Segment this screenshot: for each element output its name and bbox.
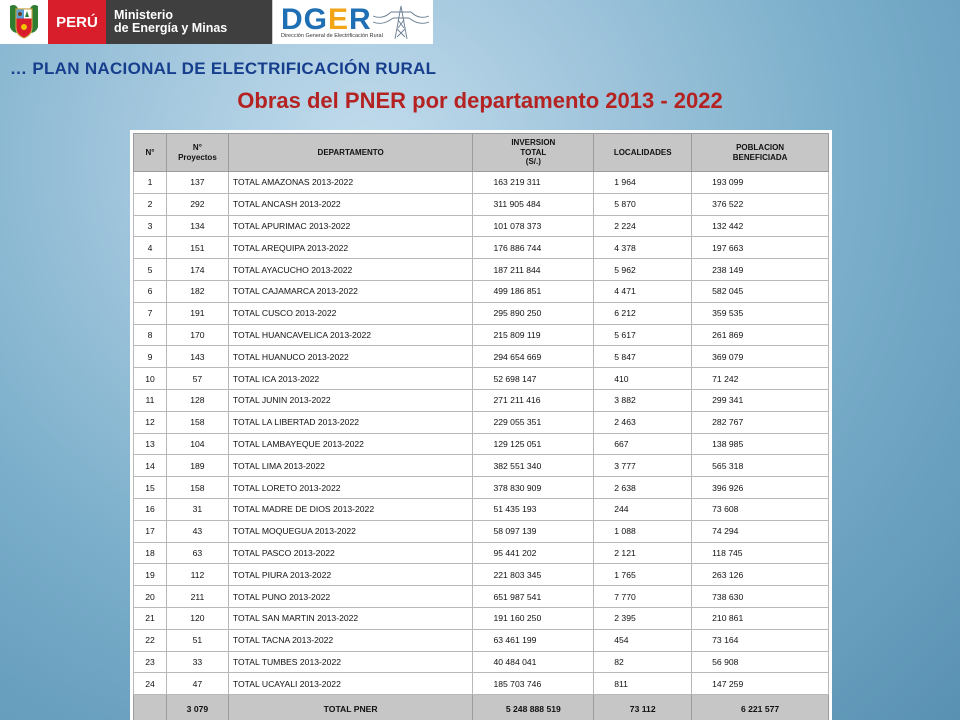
peru-shield-icon	[0, 0, 48, 44]
cell-num: 15	[134, 477, 167, 499]
cell-num: 21	[134, 607, 167, 629]
table-row	[134, 368, 829, 390]
table-row	[134, 215, 829, 237]
cell-departamento: TOTAL TACNA 2013-2022	[228, 629, 473, 651]
cell-localidades: 1 088	[594, 520, 692, 542]
cell-poblacion: 118 745	[692, 542, 829, 564]
table-total-row	[134, 695, 829, 720]
header-poblacion-line1: POBLACION	[736, 143, 785, 152]
cell-departamento: TOTAL AREQUIPA 2013-2022	[228, 237, 473, 259]
header-poblacion	[692, 134, 829, 172]
cell-inversion: 187 211 844	[473, 259, 594, 281]
cell-poblacion: 73 608	[692, 498, 829, 520]
cell-inversion: 58 097 139	[473, 520, 594, 542]
cell-inversion: 185 703 746	[473, 673, 594, 695]
cell-localidades: 2 395	[594, 607, 692, 629]
cell-num: 23	[134, 651, 167, 673]
cell-inversion: 51 435 193	[473, 498, 594, 520]
cell-num: 10	[134, 368, 167, 390]
cell-departamento: TOTAL AYACUCHO 2013-2022	[228, 259, 473, 281]
cell-proyectos: 33	[166, 651, 228, 673]
total-num	[134, 695, 167, 720]
total-inversion: 5 248 888 519	[473, 695, 594, 720]
cell-proyectos: 57	[166, 368, 228, 390]
cell-inversion: 311 905 484	[473, 193, 594, 215]
cell-departamento: TOTAL JUNIN 2013-2022	[228, 389, 473, 411]
cell-num: 22	[134, 629, 167, 651]
cell-inversion: 176 886 744	[473, 237, 594, 259]
cell-localidades: 811	[594, 673, 692, 695]
cell-localidades: 2 224	[594, 215, 692, 237]
cell-departamento: TOTAL CUSCO 2013-2022	[228, 302, 473, 324]
cell-localidades: 5 847	[594, 346, 692, 368]
header-inversion-line3: (S/.)	[525, 157, 541, 167]
cell-num: 7	[134, 302, 167, 324]
cell-departamento: TOTAL PIURA 2013-2022	[228, 564, 473, 586]
cell-localidades: 1 964	[594, 172, 692, 194]
cell-inversion: 163 219 311	[473, 172, 594, 194]
header-inversion-line2: TOTAL	[520, 147, 547, 157]
cell-proyectos: 112	[166, 564, 228, 586]
dger-r: R	[349, 3, 372, 36]
cell-poblacion: 138 985	[692, 433, 829, 455]
cell-proyectos: 191	[166, 302, 228, 324]
cell-departamento: TOTAL AMAZONAS 2013-2022	[228, 172, 473, 194]
pner-table	[133, 133, 829, 720]
cell-proyectos: 104	[166, 433, 228, 455]
cell-proyectos: 43	[166, 520, 228, 542]
table-header-row	[134, 134, 829, 172]
peru-label: PERÚ	[48, 0, 106, 44]
cell-proyectos: 174	[166, 259, 228, 281]
cell-inversion: 129 125 051	[473, 433, 594, 455]
cell-departamento: TOTAL ICA 2013-2022	[228, 368, 473, 390]
total-label: TOTAL PNER	[228, 695, 473, 720]
dger-logo	[272, 0, 433, 44]
cell-proyectos: 31	[166, 498, 228, 520]
cell-inversion: 95 441 202	[473, 542, 594, 564]
dger-d: DG	[281, 3, 328, 36]
table-row	[134, 564, 829, 586]
cell-localidades: 3 882	[594, 389, 692, 411]
table-row	[134, 324, 829, 346]
plan-title: … PLAN NACIONAL DE ELECTRIFICACIÓN RURAL	[10, 59, 437, 78]
cell-poblacion: 73 164	[692, 629, 829, 651]
total-poblacion: 6 221 577	[692, 695, 829, 720]
table-row	[134, 498, 829, 520]
table-row	[134, 455, 829, 477]
header-inversion	[473, 134, 594, 172]
cell-poblacion: 193 099	[692, 172, 829, 194]
header-localidades: LOCALIDADES	[594, 134, 692, 172]
cell-poblacion: 71 242	[692, 368, 829, 390]
dger-e: E	[328, 3, 350, 36]
cell-inversion: 101 078 373	[473, 215, 594, 237]
ministerio-line2: de Energía y Minas	[114, 21, 228, 35]
cell-poblacion: 282 767	[692, 411, 829, 433]
cell-localidades: 4 471	[594, 280, 692, 302]
cell-poblacion: 376 522	[692, 193, 829, 215]
table-row	[134, 651, 829, 673]
cell-num: 5	[134, 259, 167, 281]
cell-departamento: TOTAL SAN MARTIN 2013-2022	[228, 607, 473, 629]
cell-proyectos: 134	[166, 215, 228, 237]
cell-localidades: 2 638	[594, 477, 692, 499]
cell-num: 16	[134, 498, 167, 520]
table-body	[134, 172, 829, 695]
header-num: N°	[134, 134, 167, 172]
cell-poblacion: 369 079	[692, 346, 829, 368]
cell-num: 3	[134, 215, 167, 237]
cell-poblacion: 738 630	[692, 586, 829, 608]
cell-inversion: 499 186 851	[473, 280, 594, 302]
cell-inversion: 651 987 541	[473, 586, 594, 608]
cell-proyectos: 211	[166, 586, 228, 608]
slide-title: Obras del PNER por departamento 2013 - 2022	[237, 88, 723, 113]
cell-proyectos: 170	[166, 324, 228, 346]
cell-poblacion: 210 861	[692, 607, 829, 629]
cell-inversion: 40 484 041	[473, 651, 594, 673]
cell-inversion: 295 890 250	[473, 302, 594, 324]
cell-localidades: 3 777	[594, 455, 692, 477]
cell-num: 12	[134, 411, 167, 433]
header-poblacion-line2: BENEFICIADA	[732, 152, 788, 162]
cell-inversion: 215 809 119	[473, 324, 594, 346]
cell-inversion: 221 803 345	[473, 564, 594, 586]
cell-departamento: TOTAL ANCASH 2013-2022	[228, 193, 473, 215]
cell-proyectos: 137	[166, 172, 228, 194]
table-row	[134, 172, 829, 194]
cell-departamento: TOTAL LAMBAYEQUE 2013-2022	[228, 433, 473, 455]
pner-table-panel	[130, 130, 832, 720]
cell-departamento: TOTAL LA LIBERTAD 2013-2022	[228, 411, 473, 433]
cell-localidades: 6 212	[594, 302, 692, 324]
cell-poblacion: 396 926	[692, 477, 829, 499]
total-proyectos: 3 079	[166, 695, 228, 720]
cell-proyectos: 47	[166, 673, 228, 695]
cell-proyectos: 292	[166, 193, 228, 215]
cell-departamento: TOTAL TUMBES 2013-2022	[228, 651, 473, 673]
cell-localidades: 2 463	[594, 411, 692, 433]
cell-num: 18	[134, 542, 167, 564]
table-row	[134, 477, 829, 499]
cell-localidades: 1 765	[594, 564, 692, 586]
cell-departamento: TOTAL MADRE DE DIOS 2013-2022	[228, 498, 473, 520]
table-row	[134, 346, 829, 368]
table-row	[134, 193, 829, 215]
cell-proyectos: 189	[166, 455, 228, 477]
table-row	[134, 237, 829, 259]
cell-departamento: TOTAL PASCO 2013-2022	[228, 542, 473, 564]
dger-subtitle: Dirección General de Electrificación Rural	[281, 33, 383, 39]
cell-poblacion: 359 535	[692, 302, 829, 324]
cell-inversion: 378 830 909	[473, 477, 594, 499]
cell-localidades: 5 617	[594, 324, 692, 346]
header-proyectos	[166, 134, 228, 172]
table-row	[134, 629, 829, 651]
cell-localidades: 5 962	[594, 259, 692, 281]
cell-proyectos: 51	[166, 629, 228, 651]
cell-departamento: TOTAL CAJAMARCA 2013-2022	[228, 280, 473, 302]
cell-inversion: 52 698 147	[473, 368, 594, 390]
cell-departamento: TOTAL APURIMAC 2013-2022	[228, 215, 473, 237]
cell-poblacion: 261 869	[692, 324, 829, 346]
ministerio-line1: Ministerio	[114, 8, 174, 22]
total-localidades: 73 112	[594, 695, 692, 720]
cell-proyectos: 182	[166, 280, 228, 302]
header-inversion-line1: INVERSION	[511, 138, 556, 148]
cell-num: 19	[134, 564, 167, 586]
cell-proyectos: 151	[166, 237, 228, 259]
cell-localidades: 82	[594, 651, 692, 673]
cell-departamento: TOTAL HUANCAVELICA 2013-2022	[228, 324, 473, 346]
header-proyectos-line1: N°	[192, 143, 202, 152]
cell-poblacion: 56 908	[692, 651, 829, 673]
cell-num: 4	[134, 237, 167, 259]
cell-num: 11	[134, 389, 167, 411]
dger-wordmark	[281, 3, 372, 37]
cell-poblacion: 197 663	[692, 237, 829, 259]
table-row	[134, 542, 829, 564]
cell-num: 6	[134, 280, 167, 302]
cell-proyectos: 63	[166, 542, 228, 564]
table-row	[134, 302, 829, 324]
cell-proyectos: 143	[166, 346, 228, 368]
cell-inversion: 191 160 250	[473, 607, 594, 629]
cell-inversion: 271 211 416	[473, 389, 594, 411]
table-row	[134, 586, 829, 608]
table-row	[134, 520, 829, 542]
cell-localidades: 7 770	[594, 586, 692, 608]
cell-poblacion: 74 294	[692, 520, 829, 542]
header-proyectos-line2: Proyectos	[178, 152, 217, 162]
cell-departamento: TOTAL UCAYALI 2013-2022	[228, 673, 473, 695]
cell-departamento: TOTAL MOQUEGUA 2013-2022	[228, 520, 473, 542]
cell-localidades: 410	[594, 368, 692, 390]
table-row	[134, 280, 829, 302]
table-row	[134, 433, 829, 455]
table-row	[134, 259, 829, 281]
cell-localidades: 667	[594, 433, 692, 455]
cell-localidades: 454	[594, 629, 692, 651]
power-tower-icon	[373, 2, 429, 40]
cell-poblacion: 132 442	[692, 215, 829, 237]
header-departamento: DEPARTAMENTO	[228, 134, 473, 172]
cell-num: 9	[134, 346, 167, 368]
cell-poblacion: 263 126	[692, 564, 829, 586]
cell-departamento: TOTAL LIMA 2013-2022	[228, 455, 473, 477]
cell-poblacion: 299 341	[692, 389, 829, 411]
cell-poblacion: 565 318	[692, 455, 829, 477]
cell-num: 24	[134, 673, 167, 695]
cell-inversion: 63 461 199	[473, 629, 594, 651]
cell-localidades: 2 121	[594, 542, 692, 564]
table-row	[134, 607, 829, 629]
cell-num: 1	[134, 172, 167, 194]
cell-proyectos: 158	[166, 411, 228, 433]
cell-num: 17	[134, 520, 167, 542]
table-row	[134, 411, 829, 433]
cell-departamento: TOTAL HUANUCO 2013-2022	[228, 346, 473, 368]
cell-localidades: 5 870	[594, 193, 692, 215]
cell-inversion: 294 654 669	[473, 346, 594, 368]
cell-localidades: 4 378	[594, 237, 692, 259]
cell-proyectos: 158	[166, 477, 228, 499]
table-row	[134, 673, 829, 695]
cell-num: 13	[134, 433, 167, 455]
cell-poblacion: 238 149	[692, 259, 829, 281]
cell-proyectos: 128	[166, 389, 228, 411]
cell-num: 20	[134, 586, 167, 608]
cell-inversion: 382 551 340	[473, 455, 594, 477]
cell-poblacion: 147 259	[692, 673, 829, 695]
cell-localidades: 244	[594, 498, 692, 520]
cell-num: 14	[134, 455, 167, 477]
cell-num: 2	[134, 193, 167, 215]
cell-inversion: 229 055 351	[473, 411, 594, 433]
cell-departamento: TOTAL PUNO 2013-2022	[228, 586, 473, 608]
peru-ministerio-logo	[0, 0, 272, 44]
cell-poblacion: 582 045	[692, 280, 829, 302]
cell-num: 8	[134, 324, 167, 346]
table-row	[134, 389, 829, 411]
ministerio-label	[106, 0, 272, 44]
cell-proyectos: 120	[166, 607, 228, 629]
cell-departamento: TOTAL LORETO 2013-2022	[228, 477, 473, 499]
